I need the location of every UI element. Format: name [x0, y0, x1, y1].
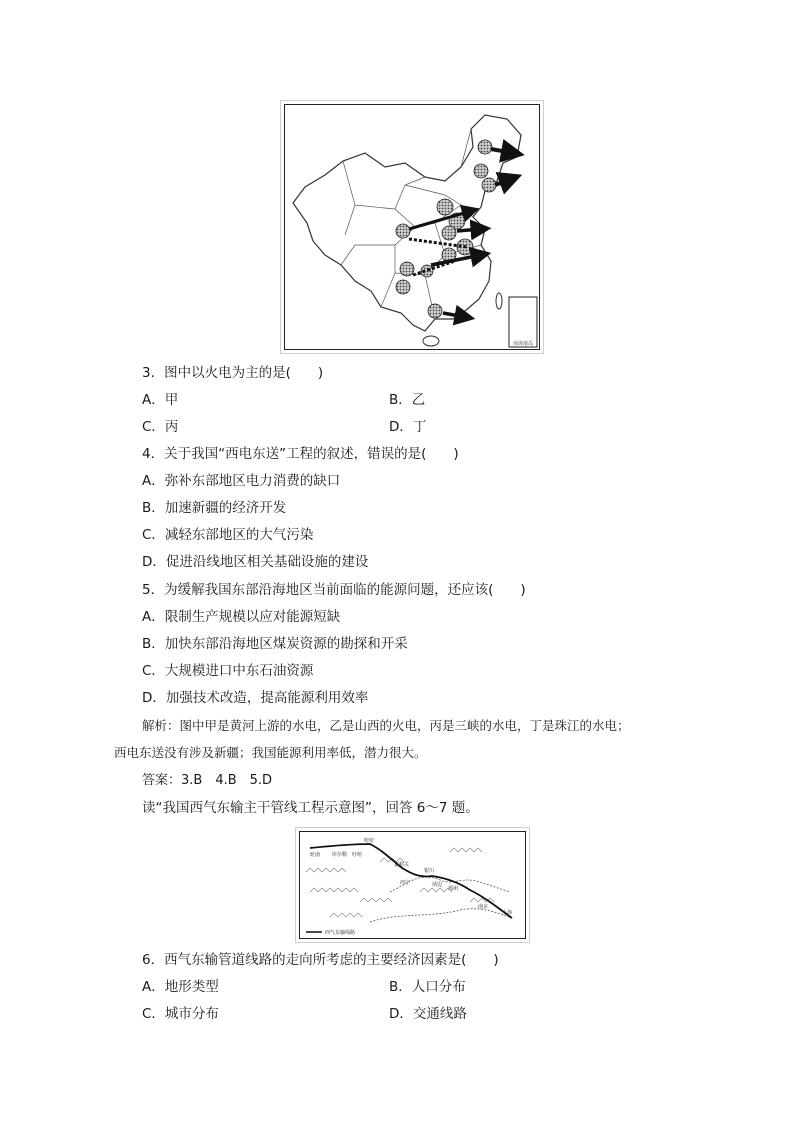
q3-option-a: A．甲	[142, 392, 179, 408]
q5-option-b: B．加快东部沿海地区煤炭资源的勘探和开采	[142, 636, 408, 652]
q5-option-c: C．大规模进口中东石油资源	[142, 663, 314, 679]
arrow-central	[457, 229, 481, 231]
pipeline-map-frame	[299, 831, 526, 939]
q6-option-b: B．人口分布	[389, 979, 466, 995]
q4-stem: 4．关于我国“西电东送”工程的叙述，错误的是( )	[142, 446, 459, 462]
q6-option-c: C．城市分布	[142, 1006, 219, 1022]
q4-option-d: D．促进沿线地区相关基础设施的建设	[142, 554, 369, 570]
plant-bing	[400, 262, 414, 276]
q6-stem: 6．西气东输管道线路的走向所考虑的主要经济因素是( )	[142, 952, 499, 968]
plant-ne-3	[482, 178, 496, 192]
q3-option-c: C．丙	[142, 419, 179, 435]
answer-line: 答案：3.B 4.B 5.D	[142, 773, 273, 788]
place-tuha: 吐哈	[352, 852, 363, 858]
plant-ding	[428, 304, 442, 318]
plant-ne-2	[474, 164, 488, 178]
china-map-svg	[285, 105, 539, 349]
q3-option-d: D．丁	[389, 419, 427, 435]
taiwan-island	[496, 293, 502, 309]
q5-option-a: A．限制生产规模以应对能源短缺	[142, 609, 341, 625]
place-jiayuguan: 嘉峪关	[394, 862, 410, 868]
pipeline-map-figure	[295, 827, 530, 943]
power-map-figure	[280, 100, 544, 354]
place-nanjing: 南京	[478, 904, 489, 910]
q5-stem: 5．为缓解我国东部沿海地区当前面临的能源问题，还应该( )	[142, 582, 526, 598]
legend-label: 西气东输线路	[325, 930, 356, 936]
place-jingbian: 靖边	[432, 882, 443, 888]
place-shanghai: 上海	[502, 910, 513, 916]
q6-7-intro: 读“我国西气东输主干管线工程示意图”，回答 6～7 题。	[142, 800, 479, 816]
place-lunnan: 轮南	[310, 852, 321, 858]
plant-ne-1	[478, 140, 492, 154]
plant-central-1	[442, 226, 456, 240]
inset-label: 南海诸岛	[512, 341, 534, 347]
hainan-island	[423, 336, 439, 346]
plant-sw-1	[396, 280, 410, 294]
q6-option-a: A．地形类型	[142, 979, 219, 995]
q4-option-b: B．加速新疆的经济开发	[142, 500, 287, 516]
analysis-line-2: 西电东送没有涉及新疆；我国能源利用率低，潜力很大。	[114, 745, 427, 760]
q4-option-c: C．减轻东部地区的大气污染	[142, 527, 314, 543]
q6-option-d: D．交通线路	[389, 1006, 467, 1022]
place-kuerle: 库尔勒	[332, 852, 348, 858]
q3-option-b: B．乙	[389, 392, 426, 408]
power-map-frame	[284, 104, 540, 350]
q3-stem: 3．图中以火电为主的是( )	[142, 365, 324, 381]
q4-option-a: A．弥补东部地区电力消费的缺口	[142, 473, 341, 489]
place-zhengzhou: 郑州	[448, 886, 459, 892]
arrow-ne-1	[491, 149, 513, 153]
place-xining: 西宁	[400, 880, 411, 886]
q5-option-d: D．加强技术改造，提高能源利用效率	[142, 690, 369, 706]
south-sea-inset	[509, 297, 537, 347]
plant-jia	[396, 224, 410, 238]
analysis-line-1: 解析：图中甲是黄河上游的水电，乙是山西的火电，丙是三峡的水电，丁是珠江的水电；	[142, 718, 630, 733]
place-yinchuan: 银川	[424, 868, 435, 874]
pipeline-map-svg	[300, 832, 525, 938]
river-changjiang	[370, 909, 512, 922]
place-hami: 哈密	[364, 838, 375, 844]
plant-north-1	[437, 199, 453, 215]
